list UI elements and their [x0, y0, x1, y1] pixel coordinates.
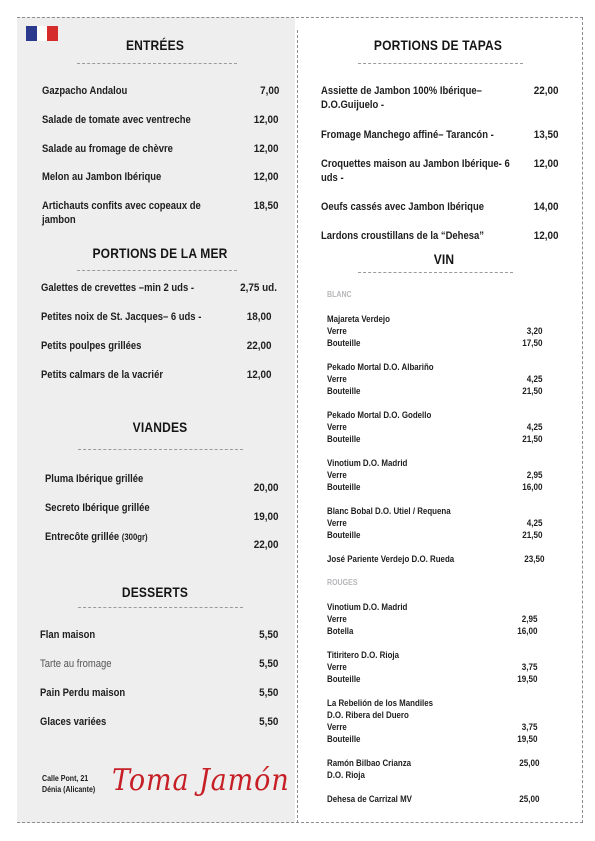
viandes-divider [78, 449, 243, 450]
wine-verre-label: Verre [327, 422, 347, 432]
entree-price: 7,00 [259, 85, 279, 97]
address [42, 773, 95, 795]
entree-name: Salade de tomate avec ventreche [42, 114, 191, 126]
tapas-price: 22,00 [534, 85, 559, 97]
entree-price: 12,00 [254, 171, 279, 183]
entrees-title: ENTRÉES [125, 37, 185, 53]
mer-price: 12,00 [247, 369, 272, 381]
column-divider [297, 30, 298, 823]
dessert-name: Glaces variées [40, 716, 107, 728]
desserts-title: DESSERTS [121, 584, 189, 600]
wine-verre-price: 4,25 [527, 422, 543, 432]
entree-name: Gazpacho Andalou [42, 85, 128, 97]
dessert-name: Flan maison [40, 629, 96, 641]
tapas-name: Assiette de Jambon 100% Ibérique– D.O.Guijuelo - [321, 85, 482, 111]
mer-name: Petits calmars de la vacriér [41, 369, 164, 381]
entree-price: 18,50 [254, 200, 279, 212]
wine-verre-price: 4,25 [527, 518, 543, 528]
wine-name: Pekado Mortal D.O. Albariño [327, 362, 434, 372]
wine-bouteille-label: Bouteille [327, 674, 361, 684]
tapas-price: 14,00 [534, 201, 559, 213]
wine-name: Blanc Bobal D.O. Utiel / Requena [327, 506, 451, 516]
dessert-name: Tarte au fromage [40, 658, 112, 670]
wine-bouteille-price: 16,00 [517, 626, 538, 636]
wine-name: Vinotium D.O. Madrid [327, 458, 408, 468]
wine-verre-price: 4,25 [527, 374, 543, 384]
viande-name: Secreto Ibérique grillée [45, 502, 150, 514]
wine-bouteille-price: 21,50 [522, 530, 543, 540]
menu-border [17, 17, 583, 823]
wine-bouteille-label: Bouteille [327, 734, 361, 744]
wine-verre-label: Verre [327, 662, 347, 672]
dessert-price: 5,50 [258, 629, 278, 641]
wine-verre-label: Verre [327, 374, 347, 384]
vin-title: VIN [433, 251, 455, 267]
wine-price: 23,50 [524, 554, 545, 564]
mer-name: Petits poulpes grillées [41, 340, 142, 352]
wine-name: Dehesa de Carrizal MV [327, 794, 412, 804]
viande-price: 22,00 [254, 539, 279, 551]
wine-name: Vinotium D.O. Madrid [327, 602, 408, 612]
vin-divider [358, 272, 513, 273]
wine-verre-price: 3,20 [527, 326, 543, 336]
tapas-title: PORTIONS DE TAPAS [373, 37, 503, 53]
viande-name-text: Entrecôte grillée [45, 531, 120, 543]
wine-bouteille-label: Botella [327, 626, 354, 636]
wine-name: Pekado Mortal D.O. Godello [327, 410, 432, 420]
wine-name: Ramón Bilbao Crianza [327, 758, 412, 768]
wine-verre-price: 3,75 [522, 662, 538, 672]
entree-price: 12,00 [254, 143, 279, 155]
wine-verre-label: Verre [327, 722, 347, 732]
dessert-name: Pain Perdu maison [40, 687, 126, 699]
wine-region: D.O. Ribera del Duero [327, 710, 409, 720]
wine-price: 25,00 [519, 794, 540, 804]
wine-bouteille-label: Bouteille [327, 434, 361, 444]
wine-verre-price: 2,95 [527, 470, 543, 480]
wine-verre-label: Verre [327, 614, 347, 624]
viande-price: 20,00 [254, 482, 279, 494]
entree-name: Artichauts confits avec copeaux de jambon [42, 200, 201, 226]
address-line: Calle Pont, 21 [42, 774, 89, 783]
wine-bouteille-label: Bouteille [327, 386, 361, 396]
mer-title: PORTIONS DE LA MER [92, 245, 228, 261]
wine-name: La Rebelión de los Mandiles [327, 698, 434, 708]
wine-name: José Pariente Verdejo D.O. Rueda [327, 554, 455, 564]
wine-bouteille-price: 16,00 [522, 482, 543, 492]
tapas-divider [358, 63, 523, 64]
wine-bouteille-price: 21,50 [522, 434, 543, 444]
viande-note: (300gr) [121, 532, 148, 542]
entree-name: Salade au fromage de chèvre [42, 143, 173, 155]
french-flag-icon [26, 26, 58, 41]
viande-name [45, 530, 148, 544]
tapas-price: 13,50 [534, 129, 559, 141]
wine-bouteille-price: 19,50 [517, 674, 538, 684]
mer-divider [77, 270, 237, 271]
mer-price: 18,00 [247, 311, 272, 323]
mer-name: Galettes de crevettes –min 2 uds - [41, 282, 195, 294]
tapas-name: Fromage Manchego affiné– Tarancón - [321, 129, 494, 141]
viande-name: Pluma Ibérique grillée [45, 473, 144, 485]
wine-region: D.O. Rioja [327, 770, 365, 780]
address-line: Dénia (Alicante) [42, 785, 96, 794]
wine-verre-label: Verre [327, 326, 347, 336]
desserts-divider [78, 607, 243, 608]
wine-verre-label: Verre [327, 470, 347, 480]
wine-bouteille-price: 19,50 [517, 734, 538, 744]
dessert-price: 5,50 [258, 687, 278, 699]
logo-text: Toma Jamón [112, 763, 290, 798]
viande-price: 19,00 [254, 511, 279, 523]
wine-name: Titiritero D.O. Rioja [327, 650, 400, 660]
dessert-price: 5,50 [258, 658, 278, 670]
rouges-label: ROUGES [327, 578, 358, 587]
wine-verre-price: 3,75 [522, 722, 538, 732]
tapas-name: Lardons croustillans de la “Dehesa” [321, 230, 484, 242]
wine-verre-label: Verre [327, 518, 347, 528]
dessert-price: 5,50 [258, 716, 278, 728]
wine-bouteille-label: Bouteille [327, 338, 361, 348]
tapas-price: 12,00 [534, 230, 559, 242]
tapas-price: 12,00 [534, 158, 559, 170]
tapas-name: Oeufs cassés avec Jambon Ibérique [321, 201, 485, 213]
viandes-title: VIANDES [132, 419, 188, 435]
wine-price: 25,00 [519, 758, 540, 768]
wine-name: Majareta Verdejo [327, 314, 390, 324]
wine-bouteille-price: 17,50 [522, 338, 543, 348]
blanc-label: BLANC [327, 290, 352, 299]
wine-bouteille-price: 21,50 [522, 386, 543, 396]
entree-price: 12,00 [254, 114, 279, 126]
mer-price: 22,00 [247, 340, 272, 352]
wine-bouteille-label: Bouteille [327, 482, 361, 492]
mer-name: Petites noix de St. Jacques– 6 uds - [41, 311, 202, 323]
mer-price: 2,75 ud. [240, 282, 277, 294]
entrees-divider [77, 63, 237, 64]
wine-bouteille-label: Bouteille [327, 530, 361, 540]
entree-name: Melon au Jambon Ibérique [42, 171, 162, 183]
wine-verre-price: 2,95 [522, 614, 538, 624]
tapas-name: Croquettes maison au Jambon Ibérique- 6 uds - [321, 158, 510, 184]
